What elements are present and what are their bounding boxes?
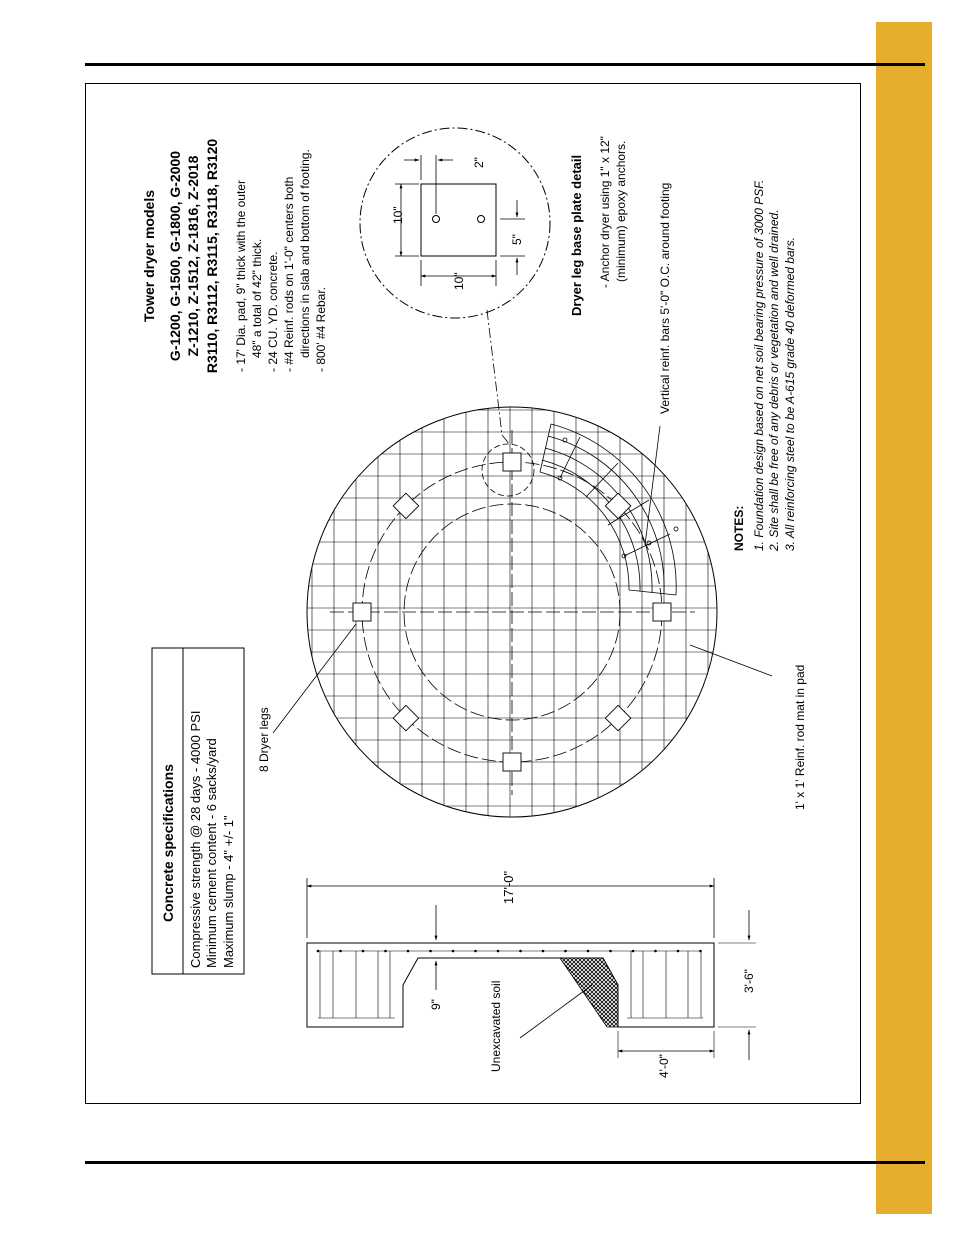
section-view [307,943,714,1027]
concrete-spec-line: Maximum slump - 4" +/- 1" [221,815,236,968]
dryer-leg-plate [393,493,418,518]
base-plate-detail [360,128,550,318]
dryer-leg-plate [653,603,671,621]
rod-mat-label: 1' x 1' Reinf. rod mat in pad [793,664,807,810]
base-plate-line: (minimum) epoxy anchors. [614,140,628,282]
leader-soil [520,985,592,1038]
model-line: G-1200, G-1500, G-1800, G-2000 [167,150,183,362]
dryer-leg-plate [393,705,418,730]
dryer-leg-plate [605,705,630,730]
dim-depth: 3'-6" [742,969,756,993]
dryer-leg-plate [353,603,371,621]
dim-overall: 17'-0" [501,870,516,904]
dryer-leg-plate [503,453,521,471]
tower-title: Tower dryer models [141,189,157,323]
tower-note: - 24 CU. YD. concrete. [266,251,280,372]
concrete-spec-line: Minimum cement content - 6 sacks/yard [204,738,219,968]
tower-note: 48" a total of 42" thick. [250,238,264,358]
leader-dryer-legs [273,624,356,733]
dryer-legs-label: 8 Dryer legs [257,707,271,772]
note-item: 1. Foundation design based on net soil bearing pressure of 3000 PSF. [752,179,766,551]
general-notes [732,180,797,552]
tower-note: directions in slab and bottom of footing. [298,149,312,358]
concrete-specs-box [152,648,244,974]
soil-label: Unexcavated soil [489,980,503,1072]
dim-2in: 2" [472,157,486,168]
tower-note: - 800' #4 Rebar. [314,286,328,372]
leader-rod-mat [690,645,772,676]
dim-footing: 4'-0" [657,1054,671,1078]
dim-10in-bottom: 10" [452,272,466,290]
vertical-bars-label: Vertical reinf. bars 5'-0" O.C. around footing [658,182,672,414]
dim-10in-side: 10" [391,206,405,224]
note-item: 2. Site shall be free of any debris or vegetation and well drained. [767,209,781,551]
dryer-leg-plate [605,493,630,518]
tower-note: - 17' Dia. pad, 9" thick with the outer [234,180,248,372]
model-line: Z-1210, Z-1512, Z-1816, Z-2018 [185,155,201,357]
tower-models [141,139,328,374]
concrete-spec-line: Compressive strength @ 28 days - 4000 PSI [188,710,203,968]
base-plate-title: Dryer leg base plate detail [569,154,584,316]
notes-title: NOTES: [732,505,746,551]
base-plate-line: - Anchor dryer using 1" x 12" [598,136,612,288]
concrete-specs-title: Concrete specifications [160,764,176,922]
vertical-bars-arc [540,424,676,595]
dim-5in: 5" [510,234,524,245]
dryer-leg-plate [503,753,521,771]
dim-pad: 9" [429,999,443,1010]
note-item: 3. All reinforcing steel to be A-615 grade 40 deformed bars. [783,237,797,551]
model-line: R3110, R3112, R3115, R3118, R3120 [204,138,220,374]
tower-note: - #4 Reinf. rods on 1'-0" centers both [282,176,296,372]
